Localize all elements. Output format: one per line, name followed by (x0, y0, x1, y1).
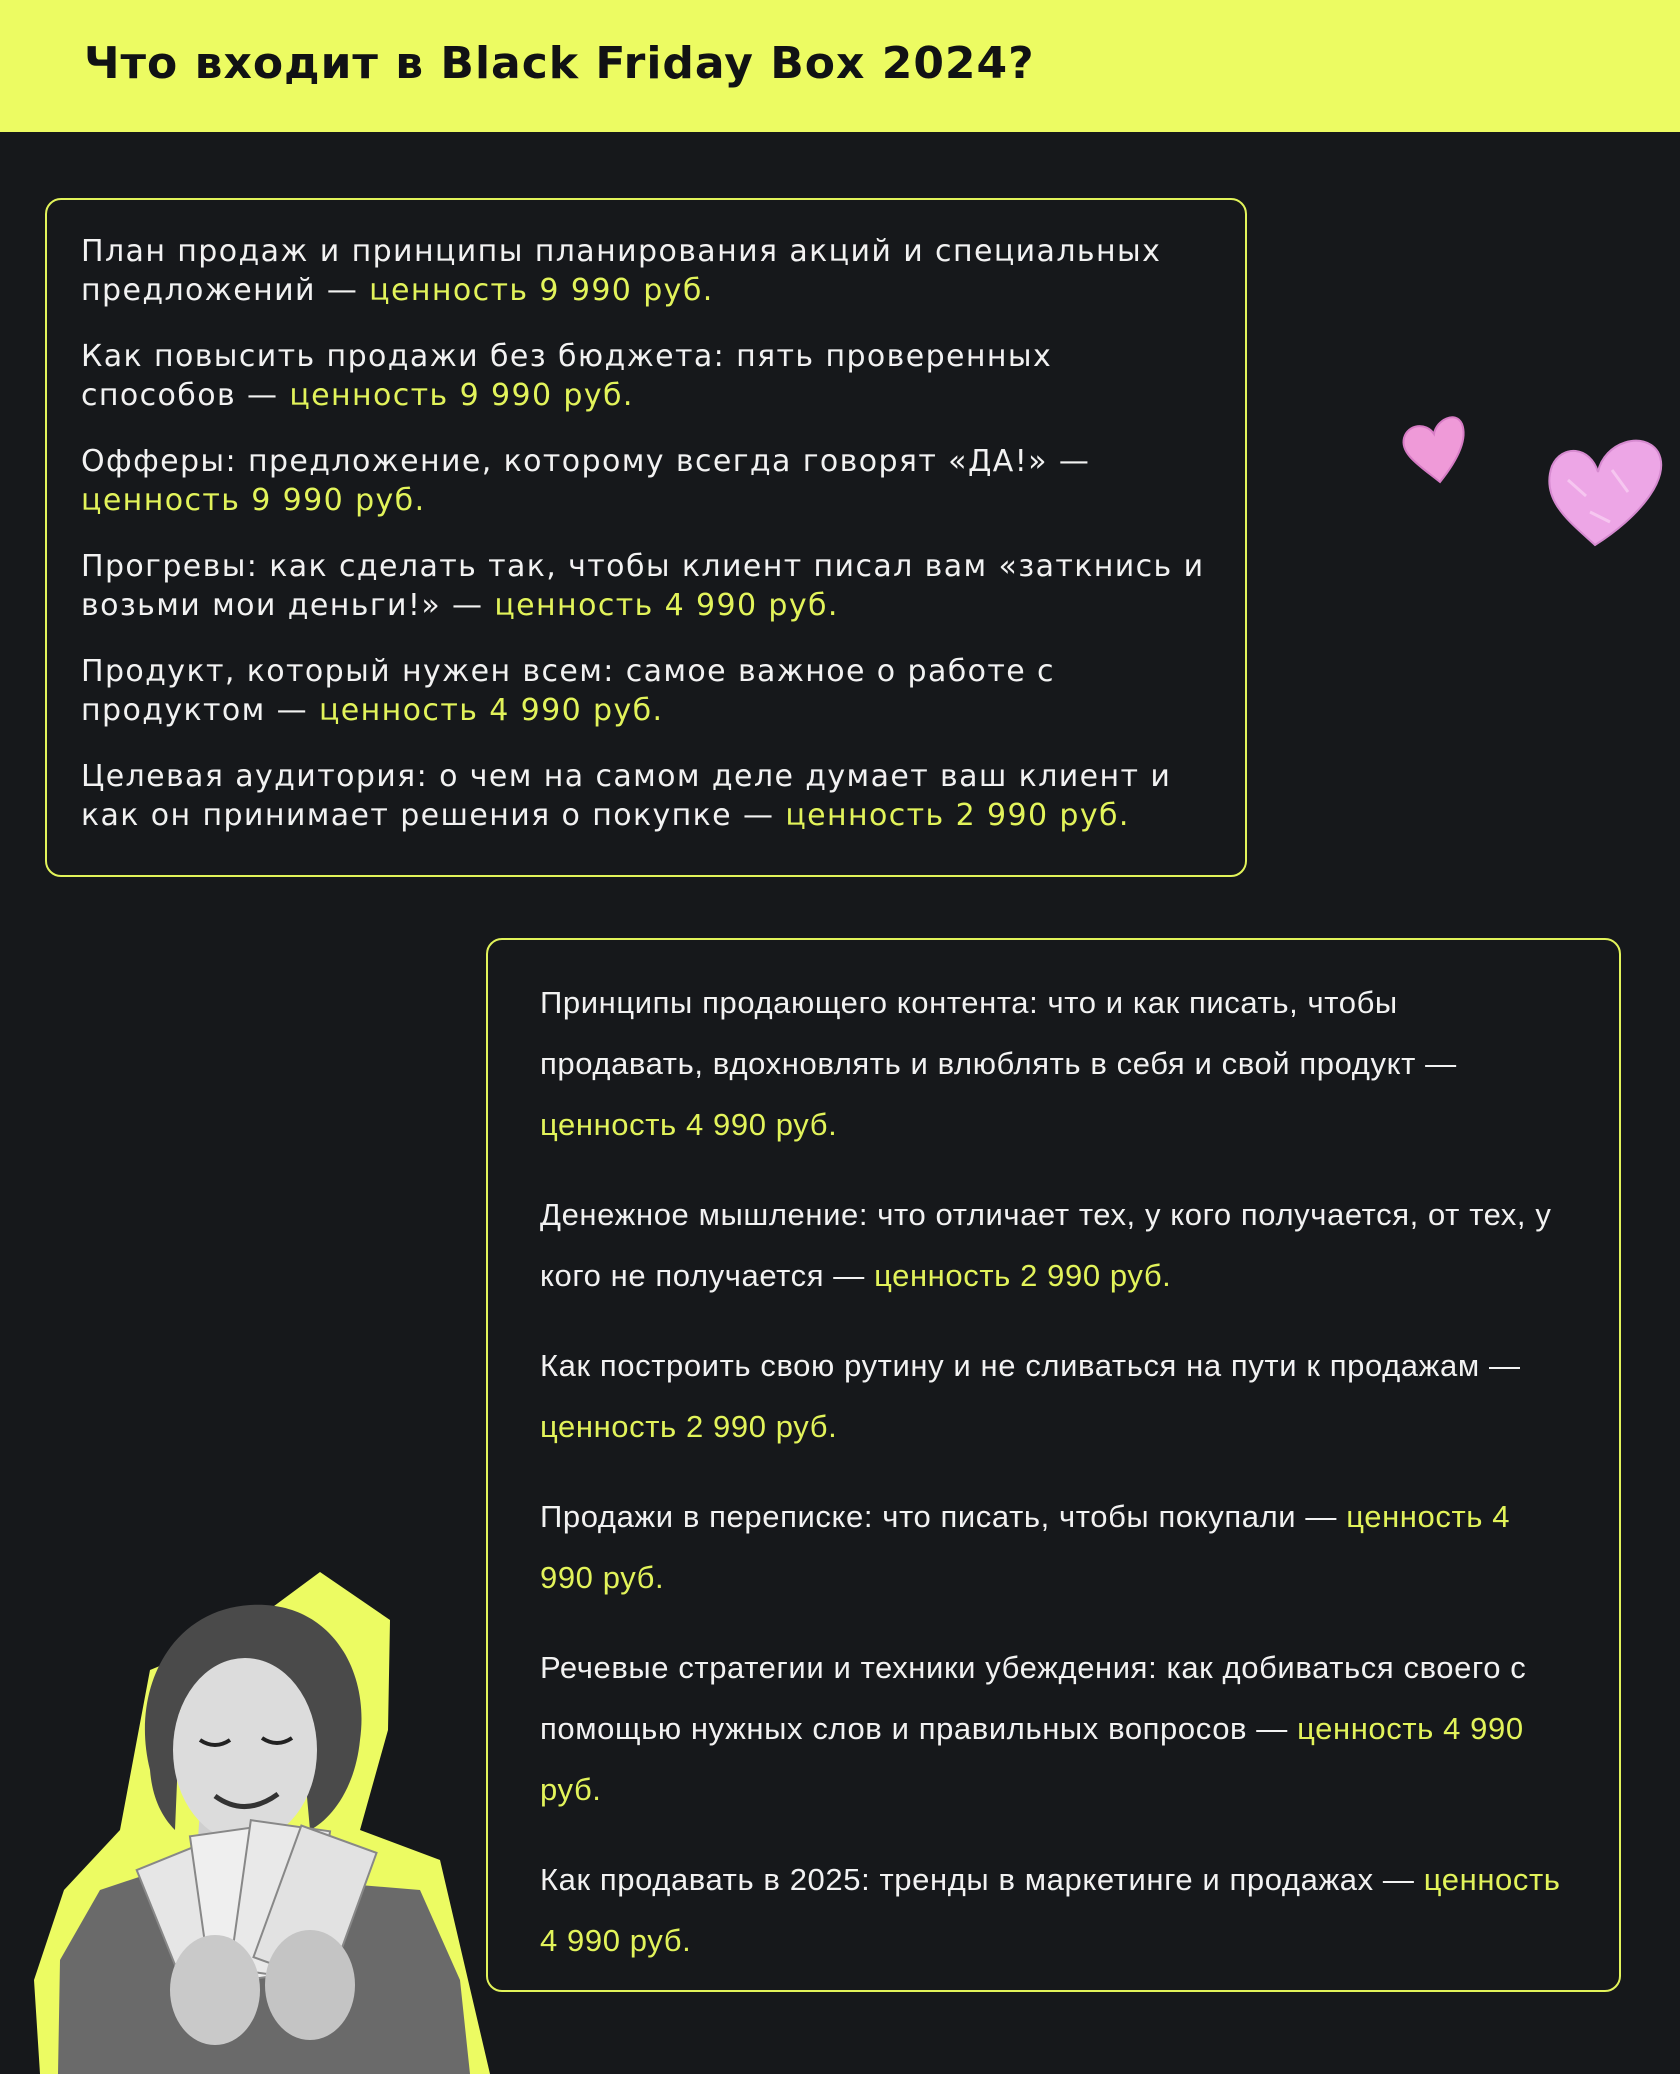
value-label: ценность 2 990 руб. (874, 1258, 1172, 1293)
list-item: Продукт, который нужен всем: самое важное о работе с продуктом — ценность 4 990 руб. (81, 654, 1055, 728)
value-list-card-1 (45, 198, 1247, 877)
list-item: Денежное мышление: что отличает тех, у кого получается, от тех, у кого не получается — ценность 2 990 руб. (540, 1197, 1552, 1293)
value-label: ценность 4 990 руб. (318, 693, 664, 728)
value-list-card-2 (486, 938, 1621, 1992)
list-item: Как продавать в 2025: тренды в маркетинге и продажах — ценность 4 990 руб. (540, 1862, 1561, 1958)
value-label: ценность 4 990 руб. (540, 1711, 1524, 1807)
value-label: ценность 2 990 руб. (540, 1409, 838, 1444)
list-item: Речевые стратегии и техники убеждения: как добиваться своего с помощью нужных слов и правильных вопросов — ценность 4 990 руб. (540, 1650, 1527, 1807)
list-item: План продаж и принципы планирования акций и специальных предложений — ценность 9 990 руб. (81, 234, 1162, 308)
header-bar (0, 0, 1680, 132)
value-label: ценность 9 990 руб. (289, 378, 634, 413)
list-item: Продажи в переписке: что писать, чтобы покупали — ценность 4 990 руб. (540, 1499, 1511, 1595)
value-label: ценность 9 990 руб. (81, 483, 426, 518)
value-label: ценность 9 990 руб. (369, 273, 714, 308)
list-item: Прогревы: как сделать так, чтобы клиент писал вам «заткнись и возьми мои деньги!» — ценность 4 990 руб. (81, 549, 1205, 623)
list-item: Как повысить продажи без бюджета: пять проверенных способов — ценность 9 990 руб. (81, 339, 1053, 413)
heart-icon (1390, 400, 1670, 560)
list-item: Целевая аудитория: о чем на самом деле думает ваш клиент и как он принимает решения о покупке — ценность 2 990 руб. (81, 759, 1172, 833)
value-label: ценность 4 990 руб. (494, 588, 839, 623)
value-label: ценность 2 990 руб. (785, 798, 1130, 833)
list-item: Как построить свою рутину и не сливаться на пути к продажам — ценность 2 990 руб. (540, 1348, 1521, 1444)
page-title: Что входит в Black Friday Box 2024? (84, 38, 1035, 89)
value-label: ценность 4 990 руб. (540, 1862, 1561, 1958)
woman-with-money-illustration (0, 1560, 520, 2074)
value-label: ценность 4 990 руб. (540, 1499, 1511, 1595)
list-item: Принципы продающего контента: что и как писать, чтобы продавать, вдохновлять и влюблять в себя и свой продукт — ценность 4 990 руб. (540, 985, 1457, 1142)
list-item: Офферы: предложение, которому всегда говорят «ДА!» — ценность 9 990 руб. (81, 444, 1091, 518)
value-label: ценность 4 990 руб. (540, 1107, 838, 1142)
